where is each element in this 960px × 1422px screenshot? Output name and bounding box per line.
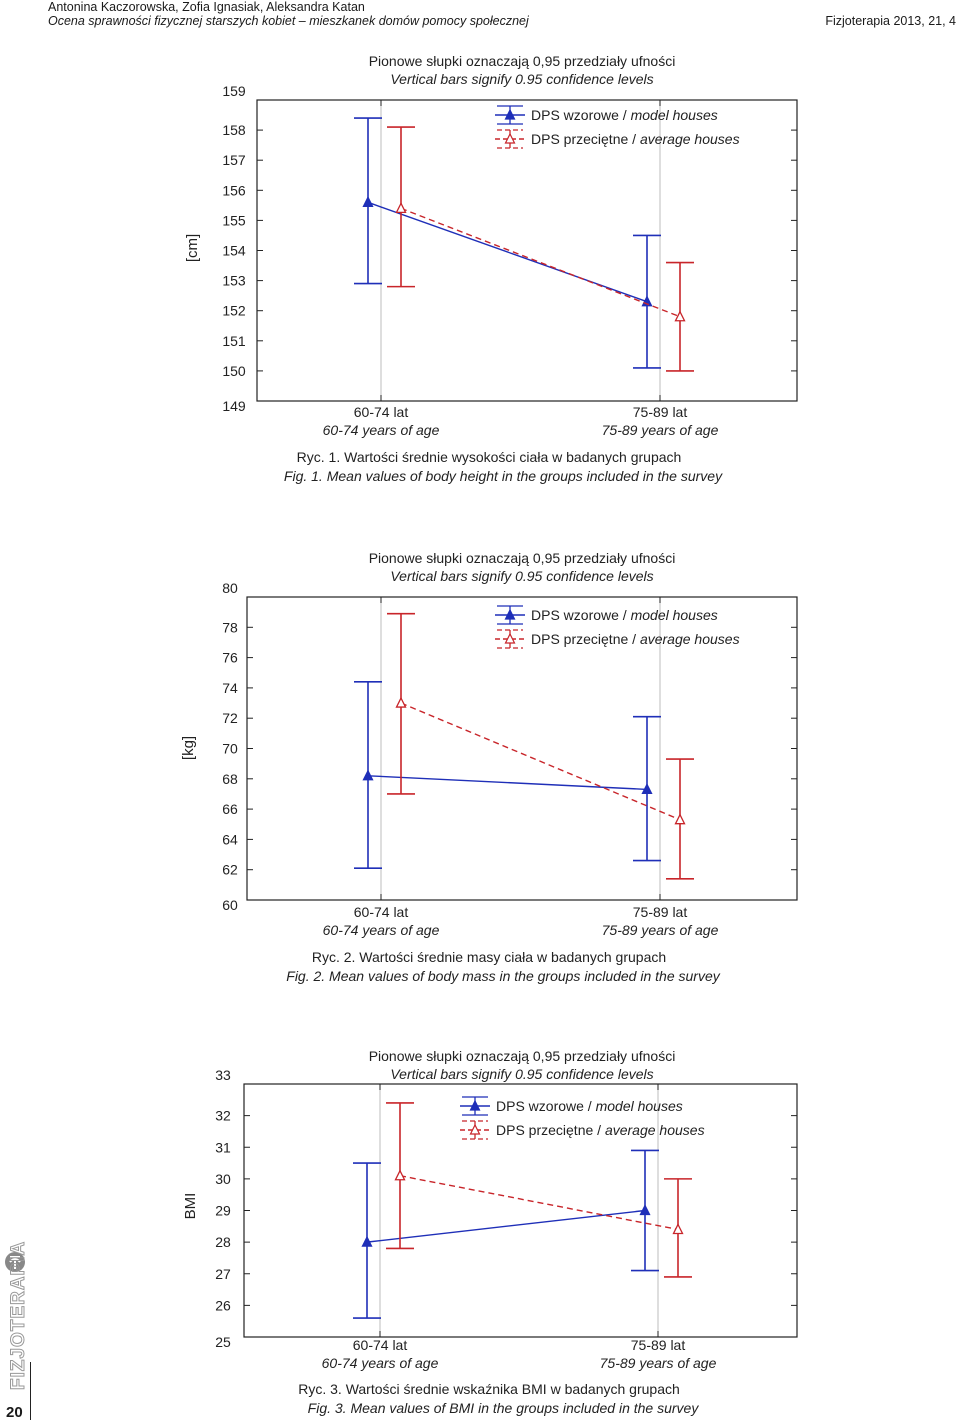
y-tick-label: 26 [215,1297,231,1314]
mean-marker [676,815,685,824]
series-line-average [400,1176,678,1230]
x-tick-label-pl: 75-89 lat [632,404,688,420]
y-tick-label: 28 [215,1234,231,1251]
y-axis-label: BMI [182,1192,199,1220]
journal-brand-logo [0,1240,34,1400]
series-line-model [367,1211,645,1243]
header-journal: Fizjoterapia 2013, 21, 4 [825,14,956,28]
legend-label-en: model houses [630,107,718,123]
y-tick-label: 158 [222,122,246,139]
page-number: 20 [6,1404,23,1421]
x-tick-label-en: 75-89 years of age [601,422,719,438]
y-tick-label: 76 [222,649,238,666]
y-tick-label: 149 [222,398,246,414]
legend-label-en: average houses [604,1122,705,1138]
legend-label [531,131,740,147]
legend-label [531,607,718,623]
legend-label-pl: DPS przeciętne / [531,131,640,147]
y-tick-label: 150 [222,362,246,379]
legend-label-pl: DPS przeciętne / [496,1122,605,1138]
series-line-average [401,208,680,316]
x-tick-label-pl: 60-74 lat [353,404,409,420]
chart-note-pl: Pionowe słupki oznaczają 0,95 przedziały ufności [368,550,676,566]
mean-marker [396,1171,405,1180]
legend-label [531,631,740,647]
x-tick-label-pl: 75-89 lat [630,1337,686,1353]
y-tick-label: 66 [222,801,238,818]
y-tick-label: 152 [222,302,246,319]
y-tick-label: 70 [222,740,238,757]
chart-note-pl: Pionowe słupki oznaczają 0,95 przedziały ufności [368,1048,676,1064]
legend-label-en: average houses [639,631,740,647]
header-article-title: Ocena sprawności fizycznej starszych kobiet – mieszkanek domów pomocy społecznej [48,14,529,28]
y-tick-label: 151 [222,332,246,349]
figure-caption-pl: Ryc. 1. Wartości średnie wysokości ciała w badanych grupach [296,449,682,465]
x-tick-label-pl: 75-89 lat [632,904,688,920]
chart-note-pl: Pionowe słupki oznaczają 0,95 przedziały ufności [368,53,676,69]
figure-caption-en: Fig. 1. Mean values of body height in the groups included in the survey [283,468,723,484]
legend-label-en: model houses [630,607,718,623]
mean-marker [397,203,406,212]
x-tick-label-en: 75-89 years of age [599,1355,717,1371]
y-tick-label: 157 [222,152,246,169]
x-tick-label-pl: 60-74 lat [353,904,409,920]
figure-caption-pl: Ryc. 2. Wartości średnie masy ciała w badanych grupach [311,949,667,965]
y-tick-label: 29 [215,1202,231,1219]
figure-caption-pl: Ryc. 3. Wartości średnie wskaźnika BMI w badanych grupach [298,1381,680,1397]
x-tick-label-en: 60-74 years of age [322,422,440,438]
header-authors: Antonina Kaczorowska, Zofia Ignasiak, Aleksandra Katan [48,0,365,14]
legend-label [496,1122,705,1138]
legend-label-pl: DPS wzorowe / [531,107,631,123]
mean-marker [397,698,406,707]
y-tick-label: 25 [215,1334,231,1350]
y-tick-label: 62 [222,861,238,878]
y-tick-label: 32 [215,1107,231,1124]
mean-marker [641,1206,650,1215]
chart-note-en: Vertical bars signify 0.95 confidence levels [390,71,654,87]
y-tick-label: 33 [215,1067,231,1083]
y-tick-label: 78 [222,619,238,636]
y-tick-label: 74 [222,679,238,696]
chart-body-height [0,40,960,500]
figure-caption-en: Fig. 2. Mean values of body mass in the groups included in the survey [286,968,720,984]
legend-label-pl: DPS przeciętne / [531,631,640,647]
legend-label-en: model houses [595,1098,683,1114]
y-tick-label: 60 [222,897,238,913]
legend-label-pl: DPS wzorowe / [496,1098,596,1114]
mean-marker [676,312,685,321]
figure-caption-en: Fig. 3. Mean values of BMI in the groups included in the survey [307,1400,699,1416]
y-tick-label: 153 [222,272,246,289]
legend-label-en: average houses [639,131,740,147]
y-tick-label: 155 [222,212,246,229]
x-tick-label-en: 60-74 years of age [321,1355,439,1371]
chart-note-en: Vertical bars signify 0.95 confidence levels [390,1066,654,1082]
y-axis-label: [kg] [180,735,197,761]
mean-marker [364,197,373,206]
x-tick-label-en: 75-89 years of age [601,922,719,938]
svg-text:FIZJOTERAPIA: FIZJOTERAPIA [8,1240,29,1390]
chart-note-en: Vertical bars signify 0.95 confidence levels [390,568,654,584]
chart-body-mass [0,545,960,990]
y-tick-label: 80 [222,580,238,596]
legend-label [531,107,718,123]
y-tick-label: 68 [222,770,238,787]
y-tick-label: 154 [222,242,246,259]
y-tick-label: 159 [222,83,246,99]
y-axis-label: [cm] [184,233,201,263]
x-tick-label-pl: 60-74 lat [352,1337,408,1353]
y-tick-label: 72 [222,710,238,727]
legend-label [496,1098,683,1114]
series-line-model [368,776,647,790]
mean-marker [674,1224,683,1233]
legend-label-pl: DPS wzorowe / [531,607,631,623]
y-tick-label: 64 [222,831,238,848]
x-tick-label-en: 60-74 years of age [322,922,440,938]
chart-bmi [0,1035,960,1422]
y-tick-label: 27 [215,1265,231,1282]
y-tick-label: 156 [222,182,246,199]
y-tick-label: 30 [215,1170,231,1187]
series-line-average [401,703,680,820]
y-tick-label: 31 [215,1139,231,1156]
